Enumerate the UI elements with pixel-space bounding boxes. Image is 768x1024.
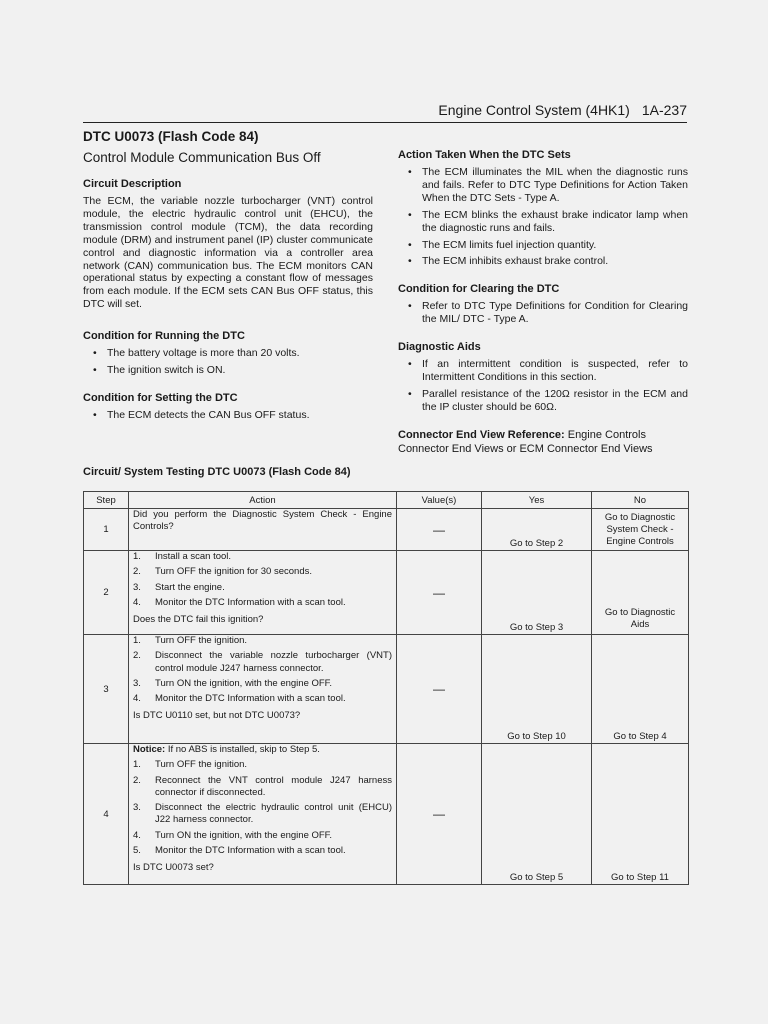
table-row bbox=[84, 551, 689, 635]
step-action bbox=[129, 744, 397, 885]
table-row bbox=[84, 509, 689, 551]
header-section: Engine Control System (4HK1) bbox=[438, 102, 630, 118]
step-yes: Go to Step 2 bbox=[482, 509, 592, 551]
substep bbox=[133, 802, 392, 827]
action-taken-list bbox=[398, 166, 688, 268]
substep-text: Start the engine. bbox=[155, 581, 225, 593]
table-row bbox=[84, 635, 689, 744]
condition-running-list bbox=[83, 347, 373, 377]
substep bbox=[133, 650, 392, 675]
substep bbox=[133, 582, 392, 594]
substep-number: 2. bbox=[133, 650, 141, 662]
substep-number: 2. bbox=[133, 774, 141, 786]
substep bbox=[133, 693, 392, 705]
step-action bbox=[129, 509, 397, 551]
left-column bbox=[83, 126, 373, 436]
list-item: • Refer to DTC Type Definitions for Condition for Clearing the MIL/ DTC - Type A. bbox=[398, 300, 688, 326]
step-question: Does the DTC fail this ignition? bbox=[133, 614, 264, 626]
step-yes: Go to Step 3 bbox=[482, 551, 592, 635]
list-item: • If an intermittent condition is suspected, refer to Intermittent Conditions in this section. bbox=[398, 358, 688, 384]
list-item: • The ECM blinks the exhaust brake indicator lamp when the diagnostic runs and fails. bbox=[398, 209, 688, 235]
substep bbox=[133, 845, 392, 857]
substep-number: 3. bbox=[133, 677, 141, 689]
list-item: • Parallel resistance of the 120Ω resistor in the ECM and the IP cluster should be 60Ω. bbox=[398, 388, 688, 414]
condition-setting-heading: Condition for Setting the DTC bbox=[83, 391, 238, 404]
substep-number: 3. bbox=[133, 802, 141, 814]
substep-number: 2. bbox=[133, 566, 141, 578]
step-yes: Go to Step 5 bbox=[482, 744, 592, 885]
step-question: Did you perform the Diagnostic System Check - Engine Controls? bbox=[133, 509, 392, 533]
step-question: Is DTC U0073 set? bbox=[133, 862, 214, 874]
substep bbox=[133, 678, 392, 690]
substep bbox=[133, 635, 392, 647]
step-value: — bbox=[397, 744, 482, 885]
substep-text: Reconnect the VNT control module J247 harness connector if disconnected. bbox=[155, 774, 392, 798]
substep-text: Turn ON the ignition, with the engine OFF. bbox=[155, 829, 333, 841]
substep bbox=[133, 551, 392, 563]
table-title: Circuit/ System Testing DTC U0073 (Flash Code 84) bbox=[83, 466, 351, 478]
step-no: Go to Diagnostic Aids bbox=[592, 551, 689, 635]
substep-text: Disconnect the variable nozzle turbocharger (VNT) control module J247 harness connector. bbox=[155, 650, 392, 674]
step-value: — bbox=[397, 509, 482, 551]
list-item: • The ECM inhibits exhaust brake control. bbox=[398, 255, 688, 268]
step-no: Go to Diagnostic System Check - Engine Controls bbox=[592, 509, 689, 551]
step-value: — bbox=[397, 551, 482, 635]
header-no: No bbox=[592, 492, 689, 509]
step-no: Go to Step 4 bbox=[592, 635, 689, 744]
substep-text: Turn OFF the ignition. bbox=[155, 635, 248, 646]
header-yes: Yes bbox=[482, 492, 592, 509]
header-action: Action bbox=[129, 492, 397, 509]
circuit-description-body: The ECM, the variable nozzle turbocharger (VNT) control module, the electric hydraulic control unit (EHCU), the transmission control module (TCM), the data recording module (DRM) and instrument panel (IP) cluster communicate control and diagnostic information via a controller area network (CAN) communication bus. The ECM monitors CAN operational status by expecting a constant flow of messages from each module. If the ECM sets CAN Bus OFF status, this DTC will set. bbox=[83, 195, 373, 311]
diagnostic-aids-list bbox=[398, 358, 688, 414]
table-row bbox=[84, 744, 689, 885]
right-column bbox=[398, 148, 688, 456]
substep-number: 4. bbox=[133, 693, 141, 705]
dtc-title: DTC U0073 (Flash Code 84) bbox=[83, 129, 259, 144]
circuit-description-heading: Circuit Description bbox=[83, 178, 182, 190]
page-header bbox=[83, 100, 687, 120]
condition-clearing-heading: Condition for Clearing the DTC bbox=[398, 283, 560, 296]
substep-number: 5. bbox=[133, 845, 141, 857]
connector-reference-text: Engine Controls Connector End Views or ECM Connector End Views bbox=[398, 428, 653, 455]
step-action bbox=[129, 635, 397, 744]
list-item: • The battery voltage is more than 20 volts. bbox=[83, 347, 373, 360]
substep-text: Disconnect the electric hydraulic control unit (EHCU) J22 harness connector. bbox=[155, 802, 392, 826]
condition-clearing-list bbox=[398, 300, 688, 326]
dtc-subtitle: Control Module Communication Bus Off bbox=[83, 150, 321, 165]
substep-number: 1. bbox=[133, 759, 141, 771]
list-item: • The ECM detects the CAN Bus OFF status. bbox=[83, 409, 373, 422]
action-taken-heading: Action Taken When the DTC Sets bbox=[398, 149, 571, 161]
substep-number: 4. bbox=[133, 596, 141, 608]
header-rule bbox=[83, 122, 687, 123]
table-header-row bbox=[84, 492, 689, 509]
step-question: Is DTC U0110 set, but not DTC U0073? bbox=[133, 710, 301, 722]
step-no: Go to Step 11 bbox=[592, 744, 689, 885]
step-yes: Go to Step 10 bbox=[482, 635, 592, 744]
notice-label: Notice: bbox=[133, 744, 166, 755]
notice-text: If no ABS is installed, skip to Step 5. bbox=[165, 744, 320, 755]
substep-text: Monitor the DTC Information with a scan tool. bbox=[155, 693, 346, 705]
substep bbox=[133, 566, 392, 578]
step-number: 2 bbox=[84, 551, 129, 635]
substep-number: 4. bbox=[133, 829, 141, 841]
substep-text: Install a scan tool. bbox=[155, 551, 232, 562]
step-notice bbox=[133, 744, 392, 756]
step-value: — bbox=[397, 635, 482, 744]
header-step: Step bbox=[84, 492, 129, 509]
step-number: 4 bbox=[84, 744, 129, 885]
substep bbox=[133, 775, 392, 800]
list-item: • The ECM illuminates the MIL when the diagnostic runs and fails. Refer to DTC Type Definitions for Action Taken When the DTC Sets - Type A. bbox=[398, 166, 688, 205]
header-page-number: 1A-237 bbox=[641, 102, 687, 118]
substep bbox=[133, 830, 392, 842]
substep-text: Turn ON the ignition, with the engine OFF. bbox=[155, 677, 333, 689]
condition-running-heading: Condition for Running the DTC bbox=[83, 330, 245, 343]
list-item: • The ignition switch is ON. bbox=[83, 364, 373, 377]
substep-text: Monitor the DTC Information with a scan tool. bbox=[155, 845, 346, 857]
substep-text: Turn OFF the ignition for 30 seconds. bbox=[155, 566, 313, 578]
step-number: 1 bbox=[84, 509, 129, 551]
condition-setting-list bbox=[83, 409, 373, 422]
connector-reference-label: Connector End View Reference: bbox=[398, 428, 565, 441]
header-values: Value(s) bbox=[397, 492, 482, 509]
connector-reference bbox=[398, 428, 688, 456]
substep-text: Turn OFF the ignition. bbox=[155, 759, 248, 771]
testing-table bbox=[83, 491, 689, 885]
diagnostic-aids-heading: Diagnostic Aids bbox=[398, 341, 481, 354]
substep-number: 3. bbox=[133, 581, 141, 593]
step-action bbox=[129, 551, 397, 635]
substep-number: 1. bbox=[133, 551, 141, 562]
substep bbox=[133, 597, 392, 609]
substep-text: Monitor the DTC Information with a scan tool. bbox=[155, 596, 346, 608]
substep bbox=[133, 759, 392, 771]
list-item: • The ECM limits fuel injection quantity. bbox=[398, 239, 688, 252]
step-number: 3 bbox=[84, 635, 129, 744]
substep-number: 1. bbox=[133, 635, 141, 646]
